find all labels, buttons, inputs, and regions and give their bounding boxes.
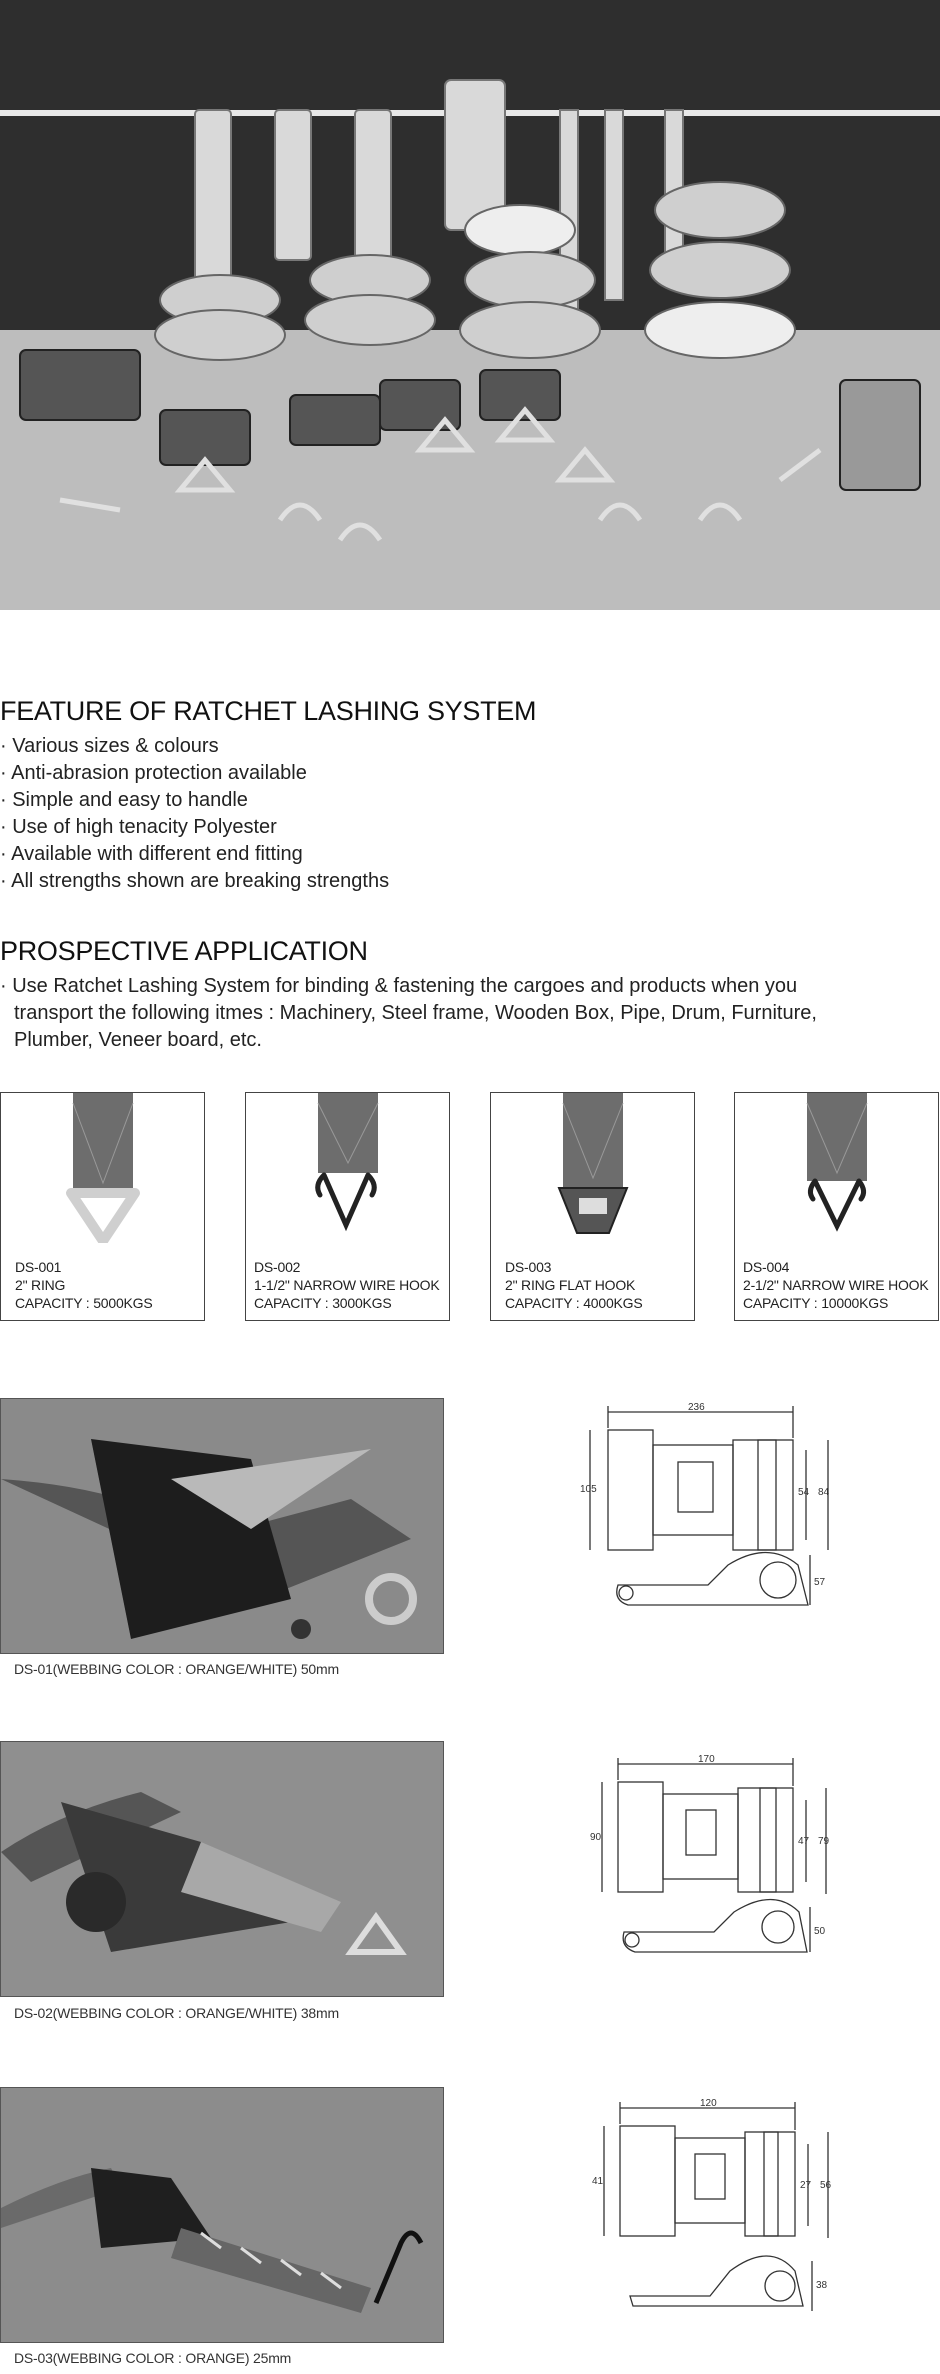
dim-height: 90: [590, 1832, 602, 1843]
flat-hook-icon: [491, 1093, 695, 1243]
wire-hook-icon: [246, 1093, 450, 1243]
fitting-capacity: CAPACITY : 5000KGS: [15, 1295, 153, 1311]
hero-photo: [0, 0, 940, 610]
fitting-desc: 1-1/2" NARROW WIRE HOOK: [254, 1277, 440, 1293]
fitting-desc: 2" RING: [15, 1277, 66, 1293]
fitting-code: DS-001: [15, 1259, 62, 1275]
fitting-capacity: CAPACITY : 10000KGS: [743, 1295, 889, 1311]
product-photo-icon: [0, 0, 940, 610]
product-caption: DS-01(WEBBING COLOR : ORANGE/WHITE) 50mm: [14, 1661, 339, 1677]
ring-icon: [1, 1093, 205, 1243]
feature-item: · All strengths shown are breaking strengths: [0, 870, 390, 892]
dim-inner-2: 84: [818, 1487, 830, 1498]
dim-side: 38: [816, 2280, 828, 2291]
dim-inner-1: 54: [798, 1487, 810, 1498]
product-caption: DS-03(WEBBING COLOR : ORANGE) 25mm: [14, 2350, 292, 2366]
features-list: [0, 733, 389, 895]
fitting-desc: 2" RING FLAT HOOK: [505, 1277, 636, 1293]
application-title: PROSPECTIVE APPLICATION: [0, 936, 368, 966]
application-text: [0, 973, 930, 1054]
drawing-ds-02: [588, 1752, 888, 1992]
features-title: FEATURE OF RATCHET LASHING SYSTEM: [0, 696, 537, 726]
feature-item: · Various sizes & colours: [0, 735, 219, 757]
fitting-capacity: CAPACITY : 3000KGS: [254, 1295, 392, 1311]
feature-item: · Available with different end fitting: [0, 843, 303, 865]
fitting-code: DS-002: [254, 1259, 301, 1275]
product-photo-ds-02: [0, 1741, 444, 1997]
feature-item: · Simple and easy to handle: [0, 789, 248, 811]
product-photo-ds-03: [0, 2087, 444, 2343]
dim-height: 41: [592, 2176, 604, 2187]
dim-side: 57: [814, 1577, 826, 1588]
application-line: Plumber, Veneer board, etc.: [14, 1029, 262, 1051]
dim-length: 170: [698, 1754, 715, 1765]
ratchet-photo-icon: [1, 2088, 444, 2343]
dim-length: 120: [700, 2098, 717, 2109]
dim-inner-2: 56: [820, 2180, 832, 2191]
narrow-wire-hook-icon: [735, 1093, 939, 1243]
drawing-ds-03: [590, 2096, 890, 2336]
fitting-card-ds-003: [490, 1092, 695, 1321]
fitting-card-ds-002: [245, 1092, 450, 1321]
application-line: · Use Ratchet Lashing System for binding & fastening the cargoes and products when you: [0, 975, 798, 997]
dim-side: 50: [814, 1926, 826, 1937]
dim-inner-2: 79: [818, 1836, 830, 1847]
application-line: transport the following itmes : Machinery, Steel frame, Wooden Box, Pipe, Drum, Furniture,: [14, 1002, 817, 1024]
fitting-card-ds-001: [0, 1092, 205, 1321]
product-photo-ds-01: [0, 1398, 444, 1654]
dim-inner-1: 27: [800, 2180, 812, 2191]
dim-height: 105: [580, 1484, 597, 1495]
fitting-code: DS-004: [743, 1259, 790, 1275]
fitting-card-ds-004: [734, 1092, 939, 1321]
fitting-capacity: CAPACITY : 4000KGS: [505, 1295, 643, 1311]
ratchet-photo-icon: [1, 1399, 444, 1654]
ratchet-photo-icon: [1, 1742, 444, 1997]
feature-item: · Use of high tenacity Polyester: [0, 816, 277, 838]
dim-inner-1: 47: [798, 1836, 810, 1847]
dim-length: 236: [688, 1402, 705, 1413]
fitting-desc: 2-1/2" NARROW WIRE HOOK: [743, 1277, 929, 1293]
drawing-ds-01: [578, 1400, 878, 1650]
product-caption: DS-02(WEBBING COLOR : ORANGE/WHITE) 38mm: [14, 2005, 339, 2021]
fitting-code: DS-003: [505, 1259, 552, 1275]
feature-item: · Anti-abrasion protection available: [0, 762, 307, 784]
